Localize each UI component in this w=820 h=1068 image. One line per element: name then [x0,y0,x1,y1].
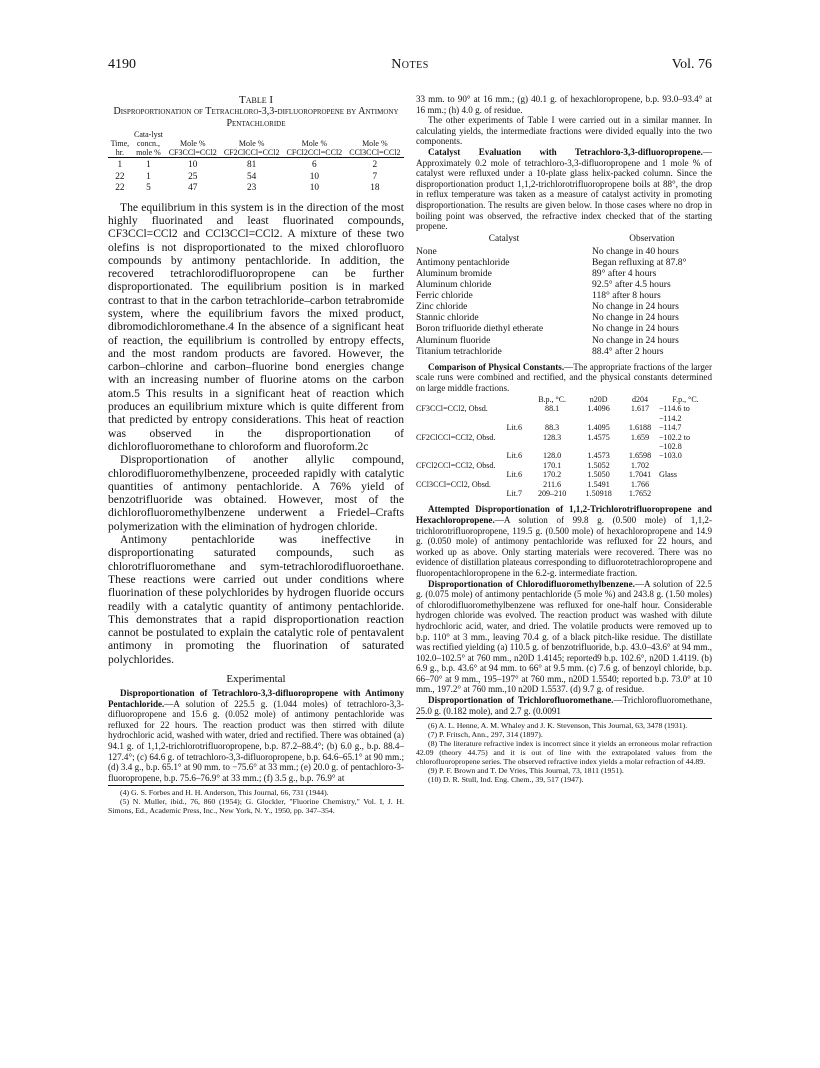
table-cell: Began refluxing at 87.8° [592,256,687,268]
table-cell: 118° after 8 hours [592,290,661,302]
table-cell: 6 [312,160,317,171]
table-row [416,461,712,470]
table-cell: 128.0 [543,451,562,461]
table-cell [576,442,621,451]
observation-col-header: Observation [629,233,675,244]
footnote: (7) P. Fritsch, Ann., 297, 314 (1897). [428,730,543,740]
table-cell: −114.2 [658,413,682,423]
table-cell: 1.5052 [587,460,610,470]
table-cell: 81 [247,160,257,171]
exp-title: Disproportionation of Tetrachloro-3,3-difluoropropene with Antimony Pentachloride. [108,688,404,709]
table-cell: 1.50918 [585,488,612,498]
table-cell: Aluminum fluoride [416,334,491,346]
table-cell [621,414,659,423]
table-cell: 54 [247,171,257,182]
table-cell: Stannic chloride [416,312,479,324]
table-cell: No change in 24 hours [592,312,679,324]
body-paragraph: Disproportionation of another allylic compound, chlorodifluoromethylbenzene, proceeded rapidly with catalytic quantities of antimony pentachloride. A 76% yield of benzotrifluoride was obtained. However, most of the dichlorofluoromethylbenzene underwent a Friedel–Crafts polymerization with the elimination of hydrogen chloride. [108,453,404,533]
table-cell: 1.4575 [587,432,610,442]
table-cell: 10 [309,171,319,182]
table-row [416,404,712,413]
table-cell: 1.5491 [587,479,610,489]
table-cell: None [416,245,437,257]
table-cell [659,461,712,470]
table-cell: 89° after 4 hours [592,268,657,279]
cat-title: Catalyst Evaluation with Tetrachloro-3,3-difluoropropene. [428,146,703,157]
tri-title: Disproportionation of Trichlorofluoromethane. [428,695,614,706]
table-row [416,489,712,498]
table-cell: 1.4573 [587,451,610,461]
table-row [416,323,712,334]
table-cell: 88.4° after 2 hours [592,345,664,357]
table1-col-header: Cata-lyst concn., mole % [132,131,165,158]
table-cell: 1.6598 [628,451,652,461]
phys-col-header: F.p., °C. [672,394,699,404]
footnote: (9) P. F. Brown and T. De Vries, This Journal, 73, 1811 (1951). [428,766,624,776]
table-cell: Antimony pentachloride [416,256,510,268]
table1-header-row [108,131,404,158]
left-column [108,94,404,815]
table1-caption: Disproportionation of Tetrachloro-3,3-difluoropropene by Antimony Pentachloride [113,106,399,129]
table-cell: 1 [146,160,151,171]
table-cell: Glass [658,470,677,480]
phys-col-header: n20D [589,394,608,404]
table-cell: Lit.6 [506,470,522,480]
footnote: (10) D. R. Stull, Ind. Eng. Chem., 39, 517 (1947). [428,775,584,785]
exp-paragraph [108,688,404,783]
table-row [416,480,712,489]
exp-text: —A solution of 225.5 g. (1.044 moles) of tetrachloro-3,3-difluoropropene and 15.6 g. (0.052 mole) of antimony pentachloride was refluxed for 22 hours. The reaction product was then stirred with dilute hydrochloric acid, washed with water, dried and rectified. There was obtained (a) 94.1 g. of 1,1,2-trichlorotrifluoropropene, b.p. 87.2–88.4°; (b) 6.0 g., b.p. 88.4–127.4°; (c) 64.6 g. of tetrachloro-3,3-difluoropropene, b.p. 64.6–65.1° at 90 mm.; (d) 3.4 g., b.p. 65.1° at 90 mm. to −75.6° at 33 mm.; (e) 20.0 g. of pentachloro-3-fluoropropene, b.p. 75.6–76.9° at 33 mm.; (f) 3.5 g., b.p. 76.9° at [108,698,404,783]
body-paragraph: The other experiments of Table I were carried out in a similar manner. In calculating yields, the intermediate fractions were divided equally into the two components. [416,115,712,147]
right-column [416,94,712,784]
table-cell: 25 [188,171,198,182]
chl-title: Disproportionation of Chlorodifluoromethylbenzene. [428,578,635,589]
table-cell: Ferric chloride [416,290,473,302]
table-cell [416,442,528,451]
table-row [108,182,404,193]
table-cell: 18 [370,183,380,194]
chl-text: —A solution of 22.5 g. (0.075 mole) of antimony pentachloride (5 mole %) and 243.8 g. (1.50 moles) of chlorodifluoromethylbenzene was refluxed for one-half hour. Considerable hydrogen chloride was evolved. The reaction product was washed with dilute hydrochloric acid, water, and dried. The volatile products were removed up to b.p. 110° at 3 mm., leaving 70.4 g. of a black pitch-like residue. The distillate was rectified yielding (a) 110.5 g. of benzotrifluoride, b.p. 43.0–43.6° at 94 mm., 102.0–102.5° at 760 mm., n20D 1.4145; reported9 b.p. 102.6°, n20D 1.4119. (b) 6.9 g., b.p. 43.6° at 94 mm. to 66° at 9.5 mm. (c) 7.6 g. of benzoyl chloride, b.p. 66–70° at 9 mm., 195–197° at 760 mm., n20D 1.5540; reported b.p. 73.0° at 10 mm., 197.2° at 760 mm.,10 n20D 1.5537. (d) 9.7 g. of residue. [416,578,712,695]
table-row [416,470,712,479]
table-cell: 1.659 [630,432,650,442]
table-cell: 1 [117,160,123,171]
table-row [416,257,712,268]
table-cell: 7 [372,171,378,182]
table-cell: 1.7652 [628,488,652,498]
table1-col-header: Mole % CF3CCl=CCl2 [165,131,220,158]
table-cell: CCl3CCl=CCl2, Obsd. [416,479,491,489]
table-cell: 2 [372,160,378,171]
att-paragraph [416,504,712,578]
table-cell [659,480,712,489]
table1-col-header: Mole % CFCl2CCl=CCl2 [283,131,346,158]
table-cell [528,442,576,451]
right-footnotes [416,721,712,784]
table-cell: 1.617 [630,404,650,414]
catalyst-col-header: Catalyst [488,233,520,244]
tri-text: —Trichlorofluoromethane, 25.0 g. (0.182 mole), and 2.7 g. (0.0091 [416,695,712,716]
table1 [108,131,404,194]
table-cell: 22 [115,183,125,194]
footnote-rule [416,718,712,719]
table-cell [576,414,621,423]
table-cell [659,489,712,498]
phys-col-header: B.p., °C. [538,394,567,404]
table-row [416,442,712,451]
cat-paragraph [416,147,712,232]
table-cell: 170.1 [543,460,562,470]
volume-label: Vol. 76 [671,57,712,72]
section-title: Notes [391,57,429,72]
table-cell: No change in 24 hours [592,334,679,346]
table-row [416,335,712,346]
table-row [416,414,712,423]
table-cell: Aluminum chloride [416,279,492,291]
table-cell: 128.3 [543,432,562,442]
table-cell: 5 [146,183,151,194]
table-row [416,346,712,357]
body-paragraph: 33 mm. to 90° at 16 mm.; (g) 40.1 g. of hexachloropropene, b.p. 93.0–93.4° at 16 mm.; (h) 4.0 g. of residue. [416,94,712,115]
att-title: Attempted Disproportionation of 1,1,2-Trichlorotrifluoropropene and Hexachloropropene. [416,504,712,525]
table-cell: 170.2 [543,470,562,480]
table-row [416,290,712,301]
table-cell: −114.7 [658,423,682,433]
table-cell: CFCl2CCl=CCl2, Obsd. [416,460,496,470]
table-cell: −103.0 [658,451,682,461]
cat-text: —Approximately 0.2 mole of tetrachloro-3,3-difluoropropene and 1 mole % of catalyst were refluxed under a 10-plate glass helix-packed column. Since the disproportionation product 1,1,2-trichlorotrifluoropropene boils at 88°, the drop in reflux temperature was taken as a measure of catalyst activity in promoting disproportionation. The results are given below. In those cases where no drop in boiling point was observed, the refractive index checked that of the starting propene. [416,146,712,232]
table1-label: Table I [238,94,274,106]
footnote: (6) A. L. Henne, A. M. Whaley and J. K. Stevenson, This Journal, 63, 3478 (1931). [428,721,688,731]
table-cell: CF3CCl=CCl2, Obsd. [416,404,488,414]
table-cell: 88.1 [545,404,560,414]
footnote: (5) N. Muller, ibid., 76, 860 (1954); G. Glockler, "Fluorine Chemistry," Vol. I, J. H. Simons, Ed., Academic Press, Inc., New York, N. Y., 1950, pp. 347–354. [108,797,404,816]
table-row [416,279,712,290]
table-cell: 1.7041 [628,470,652,480]
experimental-heading: Experimental [226,673,286,685]
table1-col-header: Mole % CCl3CCl=CCl2 [346,131,404,158]
footnote: (4) G. S. Forbes and H. H. Anderson, This Journal, 66, 731 (1944). [120,788,329,798]
table-cell: No change in 40 hours [592,245,679,257]
table-cell: 92.5° after 4.5 hours [592,279,671,291]
body-paragraph: The equilibrium in this system is in the direction of the most highly fluorinated and least fluorinated compounds, CF3CCl=CCl2 and CCl3CCl=CCl2. A mixture of these two olefins is not disproportionated to the mixed chlorofluoro compounds by antimony pentachloride. In addition, the recovered tetrachlorodifluoropropene can be further disproportionated. The equilibrium position is in marked contrast to that in the carbon tetrachloride–carbon tetrabromide system, where the equilibrium favors the mixed product, dibromodichloromethane.4 In the absence of a significant heat of reaction, the equilibrium is controlled by entropy effects, and the most random products are favored. However, the carbon–chlorine and carbon–fluorine bond energies change with an increasing number of fluorine atoms on the carbon atom.5 This results in a significant heat of reaction which produces an equilibrium mixture which is quite different from that predicted by entropy considerations. This heat of reaction was observed in the disproportionation of dichlorofluoromethane to chloroform and fluoroform.2c [108,200,404,453]
table-cell: Lit.6 [506,451,522,461]
table-cell: 1.702 [630,460,650,470]
table-row [416,451,712,460]
table-cell: 47 [188,183,198,194]
table-cell: −102.2 to [658,432,691,442]
table-cell: −102.8 [658,441,682,451]
table-row [416,433,712,442]
table-cell: Lit.7 [506,488,522,498]
table-row [416,312,712,323]
chl-paragraph [416,579,712,696]
table-row [416,301,712,312]
table-cell: Boron trifluoride diethyl etherate [416,323,544,335]
table-cell: 1 [146,171,151,182]
catalyst-header-row [416,234,712,246]
physical-constants-table [416,396,712,499]
table-cell: No change in 24 hours [592,301,679,313]
table-cell: 88.3 [545,423,560,433]
table-cell: 211.6 [543,479,562,489]
table-cell: No change in 24 hours [592,323,679,335]
catalyst-table [416,234,712,357]
comp-text: —The appropriate fractions of the larger scale runs were combined and rectified, and the physical constants determined on large middle fractions. [416,361,712,393]
table-cell: −114.6 to [658,404,690,414]
tri-paragraph [416,695,712,716]
table-cell: CF2ClCCl=CCl2, Obsd. [416,432,496,442]
table-row [416,423,712,432]
table-cell [416,414,528,423]
table-cell [528,414,576,423]
body-paragraph: Antimony pentachloride was ineffective in disproportionating saturated compounds, such as chlorotrifluoromethane and sym-tetrachlorodifluoroethane. These reactions were carried out under conditions where fluorination of these polychlorides by hydrogen fluoride occurs readily with a catalytic quantity of antimony pentachloride. This demonstrates that a rapid disproportionation reaction cannot be postulated to explain the catalytic role of pentavalent antimony in promoting the fluorination of saturated polychlorides. [108,533,404,666]
table-row [108,158,404,171]
footnote-rule [108,785,404,786]
table-cell: 1.4095 [587,423,610,433]
table-cell: 22 [115,171,125,182]
table-cell: 1.766 [630,479,650,489]
att-text: —A solution of 99.8 g. (0.500 mole) of 1,1,2-trichlorotrifluoropropene, 119.5 g. (0.500 mole) of hexachloropropene and 14.9 g. (0.050 mole) of antimony pentachloride was refluxed for 22 hours, and worked up as above. Only starting materials were recovered. There was no evidence of distillation plateaus corresponding to difluorotetrachloropropene and fluoropentachloropropene in the 6.2-g. intermediate fraction. [416,514,712,578]
table-cell: 10 [309,183,319,194]
table1-col-header: Time, hr. [108,131,132,158]
table-cell: Aluminum bromide [416,268,492,279]
comp-paragraph [416,362,712,394]
table-cell: 1.6188 [628,423,652,433]
table1-col-header: Mole % CF2ClCCl=CCl2 [220,131,283,158]
table-cell [621,442,659,451]
phys-header-row [416,396,712,405]
table-cell: Zinc chloride [416,301,468,313]
table-cell: 10 [188,160,198,171]
comp-title: Comparison of Physical Constants. [428,361,565,372]
table-cell: 209–210 [537,488,567,498]
left-footnotes [108,788,404,815]
phys-col-header: d204 [632,394,649,404]
table-row [108,171,404,182]
table-cell: 1.5050 [587,470,610,480]
footnote: (8) The literature refractive index is incorrect since it yields an erroneous molar refraction 42.09 (theory 44.75) and it is out of line with the extrapolated values from the chlorofluoropropene series. The observed refractive index yields a molar refraction of 44.89. [416,739,712,767]
table-cell: Lit.6 [506,423,522,433]
phys-col-header [416,396,528,405]
table-cell: 1.4096 [587,404,610,414]
page-number: 4190 [108,57,136,72]
page-header [108,57,712,77]
table-row [416,246,712,257]
table-row [416,268,712,279]
table-cell: 23 [247,183,257,194]
table-cell: Titanium tetrachloride [416,345,502,357]
